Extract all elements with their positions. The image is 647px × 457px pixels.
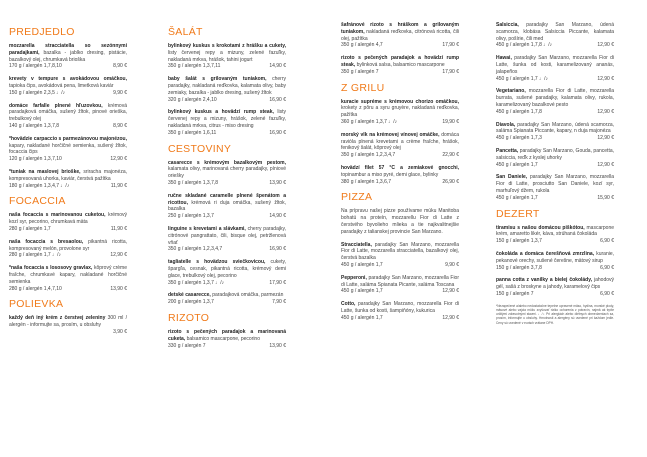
item-weight: 280 g / alergén 1,7 ♩/♪: [9, 252, 61, 259]
item-description: kuranie, pekanové orechy, sušené čerešne, mätový sirup: [496, 250, 615, 264]
menu-item: [9, 136, 127, 163]
item-name: Stracciatella,: [341, 241, 372, 248]
item-price-row: [9, 226, 127, 233]
item-price: 12,90 €: [597, 108, 614, 115]
item-price-row: [9, 123, 127, 130]
section-title: DEZERT: [496, 207, 540, 220]
item-price: 22,90 €: [442, 152, 459, 159]
section-title: CESTOVINY: [168, 142, 232, 155]
item-description: krémová paradajková omáčka, sušený žltok, pinové orieška, trebulkový olej: [9, 102, 127, 123]
section-title: PIZZA: [341, 191, 373, 204]
item-price: 13,90 €: [269, 179, 286, 186]
item-name: casarecce s krémovým bazalkovým pestom,: [168, 159, 286, 166]
section-title: POLIEVKA: [9, 298, 64, 311]
item-price: 16,90 €: [269, 246, 286, 253]
item-name: detské casarecce,: [168, 292, 211, 299]
item-name: tagliatelle s hovädzou sviečkovicou,: [168, 259, 266, 266]
item-description: mascarpone krém, amaretto likér, káva, strúhaná čokoláda: [496, 224, 615, 238]
item-name: Cotto,: [341, 301, 356, 308]
menu-item: [341, 55, 459, 75]
item-price-row: [341, 119, 459, 126]
item-price-row: [496, 162, 614, 169]
item-price: 12,90 €: [110, 252, 127, 259]
item-price: 6,90 €: [600, 238, 614, 245]
item-name: hovädzí filet 57 °C a zemiakové gnocchi,: [341, 164, 459, 171]
item-price: 12,90 €: [597, 161, 614, 168]
item-name: Salsiccia,: [496, 22, 519, 28]
item-name: bylinkový kuskus s krokotami z hrášku a cukety,: [168, 43, 286, 49]
item-price-row: [496, 195, 614, 202]
item-description: kalamata olivy, marinovaná cherry paradajky, píniové oriešky: [168, 166, 286, 180]
item-description: nakladaná reďkovka, citrónová ricotta, čili olej, pažítka: [341, 28, 459, 42]
item-price: 8,90 €: [113, 122, 127, 129]
item-weight: 450 g / alergén 1,7 ♩/♪: [496, 75, 548, 82]
item-name: *tuniak na maslovej brioške,: [9, 168, 81, 175]
item-description: paradajky San Marzano, Gouda, pancetta, salsiccia, reďk z kyslej uhorky: [496, 147, 615, 161]
item-price: 12,90 €: [597, 75, 614, 82]
item-name: naša focaccia s marinovanou cuketou,: [9, 212, 106, 219]
item-weight: 450 g / alergén 1,7: [496, 161, 538, 168]
item-description: sriracha majonéza, kompresovaná uhorka, kaviár, čerstvá pažítka: [9, 168, 127, 182]
footnote: *Nezapečené a/alebo nedostatočne tepelne upravené mäso, hydina, morské plody, mäsové alebo vajcia môžu zvyšovať riziko ochorenia z potravín, najmä ak trpíte určitými zdravotnými stavmi. ♩/♪ Pri alergiách alebo diétnych obmedzeniach sa, prosím, informujte u obsluhy. Hmotnosti a alergény sú uvedené pri každom jedle. Ceny sú uvedené v eurách vrátane DPH.: [496, 303, 614, 325]
item-weight: 350 g / alergén 1,3,7 ♩/♪: [168, 279, 225, 286]
item-weight: 450 g / alergén 1,7: [341, 288, 383, 295]
item-name: panna cotta z vanilky a bielej čokolády,: [496, 277, 593, 284]
item-weight: 140 g / alergén 1,3,7,8: [9, 122, 60, 129]
item-weight: 330 g / alergén 7: [168, 342, 206, 349]
menu-item: [496, 55, 614, 82]
menu-item: [168, 259, 286, 286]
item-weight: 320 g / alergén 2,4,10: [168, 96, 217, 103]
item-price: 19,90 €: [442, 118, 459, 125]
item-name: Pancetta,: [496, 147, 519, 154]
item-description: balsamico mascarpone, pecorino: [186, 335, 260, 342]
item-description: bylinková salsa, balsamico mascarpone: [356, 61, 445, 68]
item-description: paradajková omáčka, parmezán: [212, 292, 284, 299]
menu-item: [168, 226, 286, 253]
item-name: každý deň iný krém z čerstvej zeleniny: [9, 315, 106, 322]
item-name: šafránové rizoto s hráškom a grilovaným tuniakom,: [341, 22, 459, 35]
menu-item: [496, 225, 614, 245]
item-description: krémová ri duja omáčka, sušený žltok, bazalka: [168, 199, 287, 213]
item-name: Diavola,: [496, 121, 516, 128]
item-name: Vegetariano,: [496, 88, 526, 95]
item-price: 17,90 €: [442, 68, 459, 75]
section-title: ŠALÁT: [168, 26, 203, 38]
column-2: [168, 22, 286, 355]
item-price: 15,90 €: [597, 194, 614, 201]
item-price-row: [341, 179, 459, 186]
menu-item: [341, 275, 459, 295]
menu-item: [9, 169, 127, 189]
item-price: 12,90 €: [442, 288, 459, 295]
item-price: 13,90 €: [269, 342, 286, 349]
item-price-row: [341, 262, 459, 269]
item-description: pikantná ricotta, kompresovaný melón, provolone syr: [9, 238, 127, 252]
item-price: 12,90 €: [442, 314, 459, 321]
item-name: Hawai,: [496, 55, 512, 62]
item-price: 6,90 €: [600, 290, 614, 297]
item-weight: 180 g / alergén 1,3,4,7 ♩/♪: [9, 182, 70, 189]
item-description: tapioka čips, avokádová pena, limetková kaviár: [9, 82, 114, 89]
item-price: 12,90 €: [597, 42, 614, 49]
item-price-row: [168, 130, 286, 137]
item-description: topinambur a miso pyré, demi glace, bylinky: [341, 171, 439, 178]
item-price: 17,90 €: [269, 279, 286, 286]
item-price: 16,90 €: [269, 96, 286, 103]
item-description: listy červenej repy a mizuny, hrášok, zelené fazuľky, nakladaná mrkva, citrus - miso dresing: [168, 109, 287, 129]
item-weight: 450 g / alergén 1,7,8 ♩/♪: [496, 42, 553, 49]
item-description: paradajky San Marzano, údená scamorza, saláma Spianata Piccante, kapary, n duja majonéza: [496, 121, 614, 135]
column-3: [341, 22, 459, 328]
item-price: 9,90 €: [113, 89, 127, 96]
menu-item: [168, 193, 286, 220]
item-price-row: [496, 291, 614, 298]
item-price-row: [9, 156, 127, 163]
section-intro: Na prípravu našej pizze používame múku Manitoba bohatú na proteín, mozzarellu Fior di Latte z čerstvého byvolieho mlieka a tie najkvalitnejšie paradajky z talianskej provincie San Marzano.: [341, 208, 459, 235]
item-weight: 350 g / alergén 1,2,3,4,7: [341, 152, 396, 159]
menu-item: [496, 22, 614, 49]
item-price: 9,90 €: [445, 261, 459, 268]
menu-item: [168, 109, 286, 136]
item-price-row: [168, 213, 286, 220]
item-weight: 280 g / alergén 1,7: [9, 225, 51, 232]
item-price: 14,90 €: [269, 213, 286, 220]
menu-item: [9, 76, 127, 96]
item-name: krevety v tempure s avokádovou omáčkou,: [9, 76, 127, 83]
item-price-row: [9, 329, 127, 336]
item-description: 300 ml / alergén - informujte sa, prosím, u obsluhy: [9, 315, 128, 329]
item-price: 3,90 €: [113, 328, 127, 335]
item-name: domáce farfalle plnené hľuzovkou,: [9, 102, 103, 109]
item-price-row: [341, 152, 459, 159]
item-description: listy červenej repy a mizuny, zelené fazuľky, nakladaná mrkva, hrášok, tahini jogurt: [168, 49, 286, 63]
menu-item: [341, 165, 459, 185]
item-description: cukety, špargľa, cesnak, pikantná ricotta, krémový demi glace, trebulkový olej, pecorino: [168, 259, 286, 279]
item-weight: 450 g / alergén 1,7: [496, 194, 538, 201]
item-description: paradajky San Marzano, mozzarella Fior di Latte, salámа Spianata Picante, saláma Toscana: [341, 274, 459, 288]
item-weight: 350 g / alergén 1,2,3,4,7: [168, 246, 223, 253]
item-name: bylinkový kuskus a hovädzí rump steak,: [168, 109, 274, 116]
menu-item: [341, 301, 459, 321]
item-price-row: [341, 42, 459, 49]
item-name: San Daniele,: [496, 174, 528, 181]
column-4: [496, 22, 614, 325]
section-title: RIZOTO: [168, 311, 210, 324]
menu-item: [9, 212, 127, 232]
item-description: domáca ravióla plnená krevetami a crème fraîche, hrášok, fenikový šalát, kôprový olej: [341, 131, 460, 152]
item-description: krémový kozí syr, pecorino, chrumkavá mäta: [9, 212, 127, 226]
item-weight: 350 g / alergén 1,3,7,11: [168, 63, 221, 70]
item-price: 12,90 €: [597, 135, 614, 142]
section-title: Z GRILU: [341, 81, 385, 94]
menu-item: [168, 43, 286, 70]
item-name: naša focaccia s bresaolou,: [9, 238, 84, 245]
item-name: tiramisu s našou domácou piškótou,: [496, 224, 585, 231]
item-price-row: [168, 343, 286, 350]
menu-item: [9, 265, 127, 292]
item-weight: 150 g / alergén 1,3,7: [496, 238, 542, 245]
menu-item: [9, 103, 127, 130]
item-name: kuracie supréme s krémovou chorizo omáčkou,: [341, 98, 459, 105]
item-weight: 350 g / alergén 7: [341, 68, 379, 75]
item-description: paradajky San Marzano, mozzarella Fior di Latte, šunka od kosti, šampiňóny, kukurica: [341, 301, 459, 314]
item-price-row: [496, 76, 614, 83]
item-price-row: [9, 63, 127, 70]
menu-item: [341, 22, 459, 49]
item-weight: 120 g / alergén 1,3,7,10: [9, 156, 62, 163]
menu-item: [496, 122, 614, 142]
menu-item: [168, 329, 286, 349]
item-description: mozzarella Fior di Latte, mozzarella burrata, sušené paradajky, kalamata olivy, rukola, karamelizovaný bazalkové pesto: [496, 88, 614, 108]
item-weight: 360 g / alergén 1,3,7 ♩/♪: [341, 118, 398, 125]
item-price-row: [341, 315, 459, 322]
item-description: krokety z pôru a syru gruyère, nakladaná reďkovka, pažítka: [341, 105, 459, 119]
item-description: paradajky San Marzano, mozzarella Fior di Latte, šunka od kosti, karamelizovaný ananás, jalapeños: [496, 55, 614, 75]
item-description: bazalka - jablko dresing, pistácie, bazalkový olej, chrumkavá brioška: [9, 49, 128, 63]
item-weight: 450 g / alergén 1,7: [341, 314, 383, 321]
item-price-row: [496, 109, 614, 116]
item-weight: 150 g / alergén 7: [496, 290, 534, 297]
item-name: linguine s krevetami a slávkami,: [168, 225, 246, 232]
item-price-row: [168, 299, 286, 306]
item-weight: 150 g / alergén 2,3,5 ♩/♪: [9, 89, 66, 96]
item-price-row: [496, 238, 614, 245]
item-weight: 350 g / alergén 1,6,11: [168, 129, 217, 136]
menu-item: [168, 160, 286, 187]
menu-item: [496, 277, 614, 297]
item-price-row: [496, 135, 614, 142]
item-price: 12,90 €: [110, 156, 127, 163]
item-weight: 150 g / alergén 3,7,8: [496, 264, 542, 271]
item-weight: 170 g / alergén 1,7,8,10: [9, 63, 62, 70]
item-price: 16,90 €: [269, 129, 286, 136]
menu-item: [341, 242, 459, 269]
item-description: paradajky San Marzano, mozzarella Fior di Latte, mozzarella stracciatella, bazalkový olej, čerstvá bazalka: [341, 241, 459, 262]
item-price-row: [9, 286, 127, 293]
item-name: Pepperoni,: [341, 274, 367, 281]
item-price: 11,90 €: [110, 182, 127, 189]
item-weight: 250 g / alergén 1,3,7: [168, 213, 214, 220]
item-price-row: [168, 63, 286, 70]
item-price-row: [9, 90, 127, 97]
section-title: FOCACCIA: [9, 195, 66, 208]
item-weight: 350 g / alergén 4,7: [341, 42, 383, 49]
item-price-row: [9, 183, 127, 190]
item-name: rizoto s pečených paradajok a marinovaná cuketa,: [168, 328, 286, 342]
item-description: kôprový crème fraîche, chrumkavé kapary, nakladané horčičné semienka: [9, 265, 127, 285]
menu-item: [496, 88, 614, 115]
item-weight: 280 g / alergén 1,4,7,10: [9, 285, 62, 292]
item-price: 17,90 €: [442, 42, 459, 49]
item-price: 26,90 €: [442, 178, 459, 185]
item-price: 7,90 €: [272, 299, 286, 306]
item-name: *hovädzie carpaccio s parmezánovou majonézou,: [9, 135, 127, 142]
item-price-row: [168, 97, 286, 104]
menu-item: [341, 132, 459, 159]
item-price-row: [341, 69, 459, 76]
item-price: 6,90 €: [600, 264, 614, 271]
item-description: cherry paradajky, citrónové pangrattato, čili, bisque olej, petržlenová vňať: [168, 225, 286, 246]
item-price-row: [168, 180, 286, 187]
item-name: baby šalát s grilovaným tuniakom,: [168, 76, 267, 83]
item-price: 8,90 €: [113, 63, 127, 70]
section-title: PREDJEDLO: [9, 26, 75, 38]
item-weight: 380 g / alergén 1,3,6,7: [341, 178, 392, 185]
menu-item: [168, 76, 286, 103]
menu-item: [9, 315, 127, 335]
item-weight: 350 g / alergén 1,3,7,8: [168, 179, 219, 186]
column-1: [9, 22, 127, 342]
menu-item: [9, 239, 127, 259]
item-name: morský vlk na krémovej vínovej omáčke,: [341, 131, 440, 138]
item-description: paradajky San Marzano, mozzarella Fior di Latte, prosciutto San Daniele, kozí syr, marhuľový džem, rukola: [496, 174, 614, 194]
item-price: 13,90 €: [110, 285, 127, 292]
item-description: cherry paradajky, nakladaná reďkovka, kalamata olivy, baby zemiaky, bazalka - jablko dresing, sušený žltok: [168, 76, 286, 96]
item-weight: 450 g / alergén 1,7,8: [496, 108, 542, 115]
item-description: jahodový gél, sašá z broskyne a jahody, karamelový čips: [496, 277, 615, 291]
item-name: *naša focaccia s lososovy gravlax,: [9, 265, 93, 272]
item-price-row: [496, 265, 614, 272]
item-description: kapary, nakladané horčičné semienka, sušený žltok, focaccia čips: [9, 142, 127, 156]
item-name: mozzarella stracciatella so sezónnymi paradajkami,: [9, 43, 127, 56]
item-price-row: [168, 246, 286, 253]
item-name: rizoto s pečených paradajok a hovädzí rump steak,: [341, 55, 459, 68]
menu-item: [496, 174, 614, 201]
item-weight: 450 g / alergén 1,7,3: [496, 135, 542, 142]
item-price-row: [9, 252, 127, 259]
menu-item: [341, 99, 459, 126]
menu-item: [496, 251, 614, 271]
menu-item: [9, 43, 127, 70]
item-description: paradajky San Marzano, údená scamorza, klobása Salsiccia Piccante, kalamata olivy, pošírie, čili med: [496, 22, 614, 42]
menu-item: [496, 148, 614, 168]
item-price-row: [341, 288, 459, 295]
item-price-row: [168, 280, 286, 287]
item-price: 11,90 €: [110, 225, 127, 232]
item-price: 14,90 €: [269, 63, 286, 70]
menu-item: [168, 292, 286, 306]
item-name: čokoláda a domáca čerešňová zmrzlina,: [496, 250, 595, 257]
item-price-row: [496, 42, 614, 49]
item-name: ručne skladané caramelle plnené špenátom a ricottou,: [168, 192, 286, 206]
item-weight: 200 g / alergén 1,3,7: [168, 299, 214, 306]
item-weight: 450 g / alergén 1,7: [341, 261, 383, 268]
